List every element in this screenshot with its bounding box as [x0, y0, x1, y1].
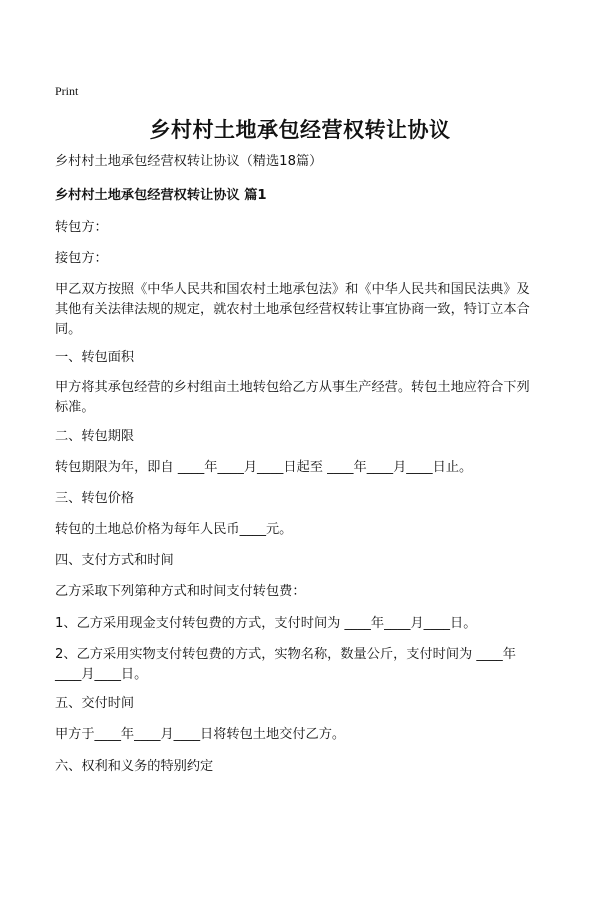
- section-2-text: 转包期限为年，即自 ____年____月____日起至 ____年____月____日止。: [55, 460, 473, 475]
- section-1-line-1: 甲方将其承包经营的乡村组亩土地转包给乙方从事生产经营。转包土地应符合下列: [55, 380, 530, 395]
- document-subtitle: 乡村村土地承包经营权转让协议（精选18篇）: [55, 154, 323, 169]
- print-link[interactable]: Print: [55, 84, 79, 98]
- transferor-line: 转包方：: [55, 220, 108, 235]
- section-1-line-2: 标准。: [55, 400, 95, 415]
- section-4-heading: 四、支付方式和时间: [55, 553, 174, 568]
- intro-line-2: 其他有关法律法规的规定，就农村土地承包经营权转让事宜协商一致，特订立本合: [55, 302, 530, 317]
- document-title: 乡村村土地承包经营权转让协议: [149, 118, 451, 142]
- section-2-heading: 二、转包期限: [55, 429, 135, 444]
- section-5-text: 甲方于____年____月____日将转包土地交付乙方。: [55, 727, 346, 742]
- section-3-text: 转包的土地总价格为每年人民币____元。: [55, 522, 293, 537]
- section-title: 乡村村土地承包经营权转让协议 篇1: [55, 188, 267, 203]
- transferee-line: 接包方：: [55, 251, 108, 266]
- intro-line-3: 同。: [55, 322, 82, 337]
- section-4-item-1: 1、乙方采用现金支付转包费的方式，支付时间为 ____年____月____日。: [55, 616, 477, 631]
- section-4-item-2-line-1: 2、乙方采用实物支付转包费的方式，实物名称，数量公斤，支付时间为 ____年: [55, 647, 516, 662]
- section-4-item-2-line-2: ____月____日。: [55, 667, 148, 682]
- section-6-heading: 六、权利和义务的特别约定: [55, 759, 214, 774]
- section-3-heading: 三、转包价格: [55, 491, 135, 506]
- section-5-heading: 五、交付时间: [55, 696, 135, 711]
- section-4-text: 乙方采取下列第种方式和时间支付转包费：: [55, 584, 306, 599]
- intro-line-1: 甲乙双方按照《中华人民共和国农村土地承包法》和《中华人民共和国民法典》及: [55, 282, 530, 297]
- section-1-heading: 一、转包面积: [55, 350, 135, 365]
